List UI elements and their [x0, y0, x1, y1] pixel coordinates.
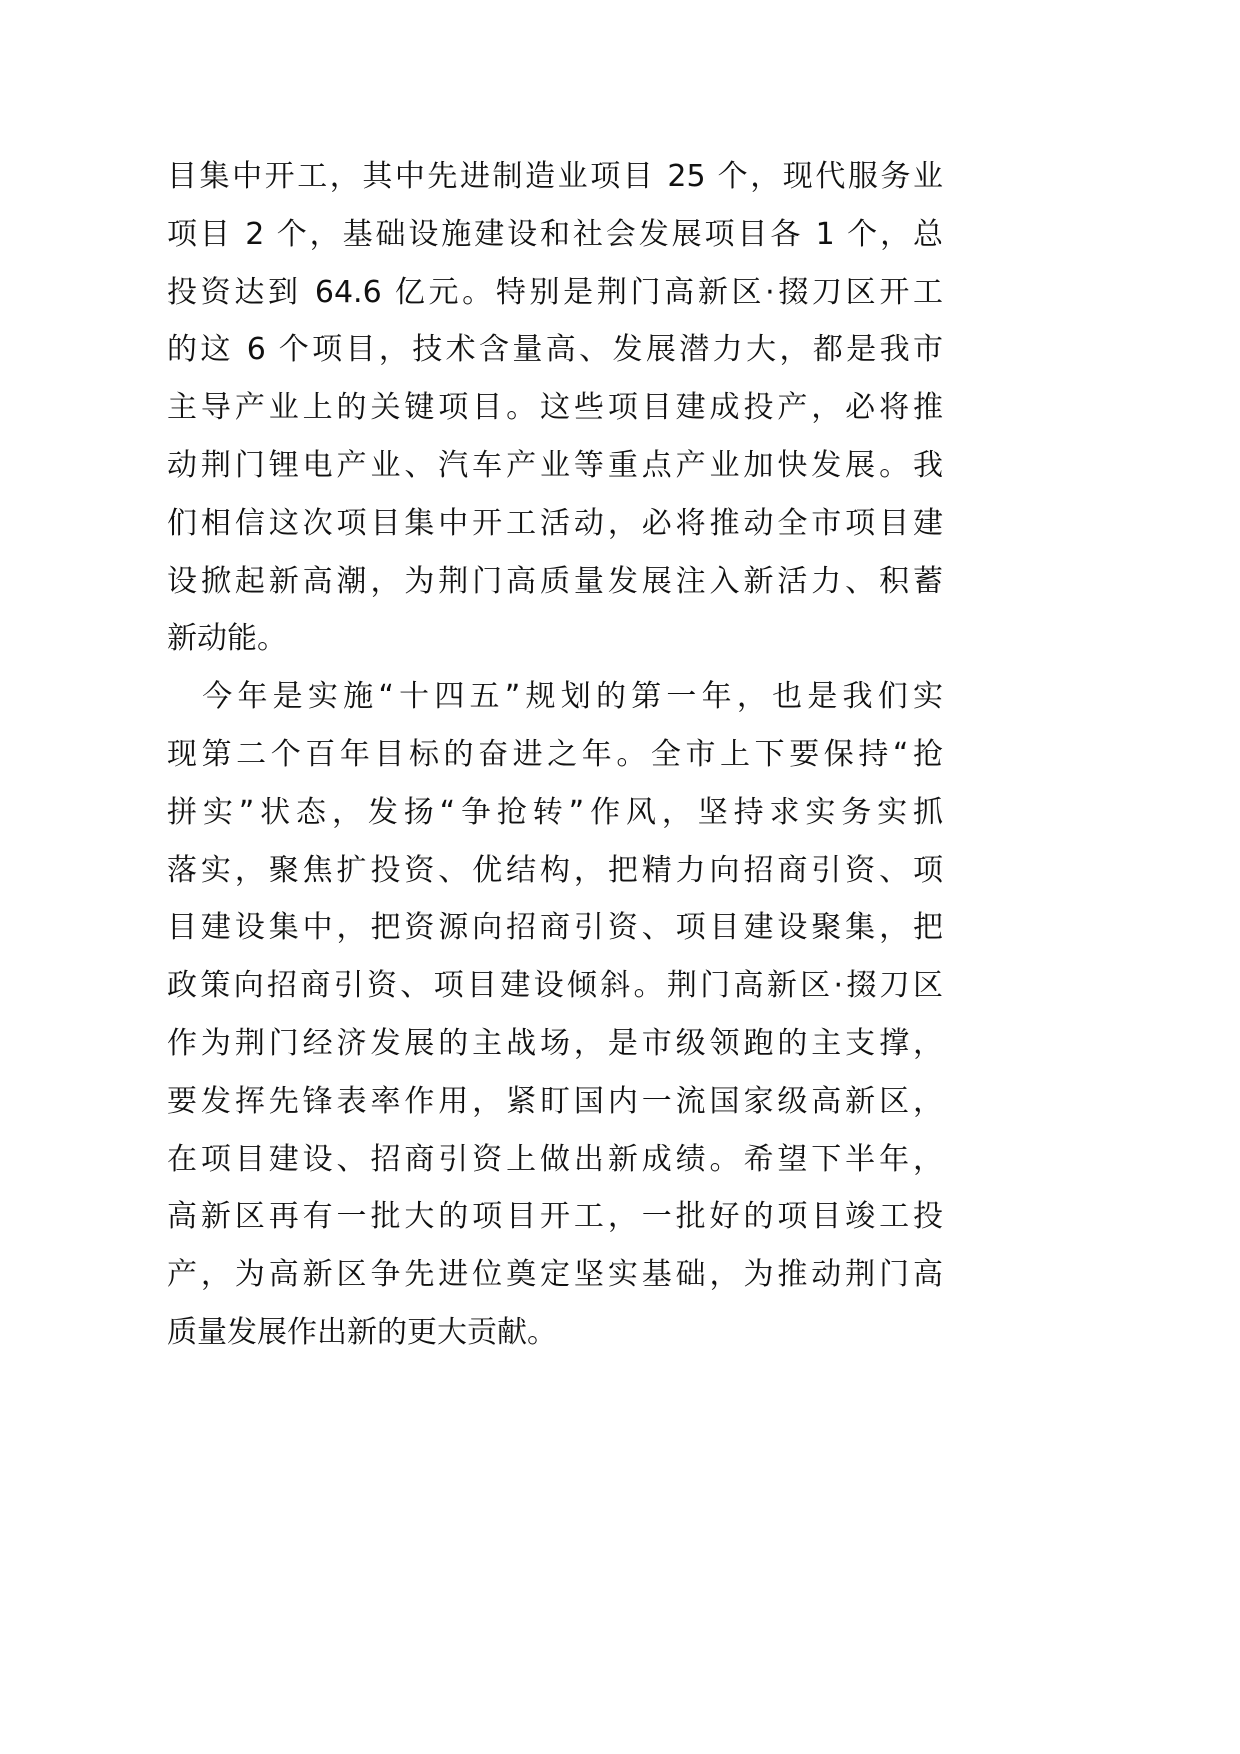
text-line: 目集中开工，其中先进制造业项目 25 个，现代服务业 [167, 159, 943, 194]
text-line: 今年是实施“十四五”规划的第一年，也是我们实 [167, 679, 943, 715]
text-line: 项目 2 个，基础设施建设和社会发展项目各 1 个，总 [167, 216, 943, 252]
text-line: 主导产业上的关键项目。这些项目建成投产，必将推 [167, 390, 943, 426]
text-line: 们相信这次项目集中开工活动，必将推动全市项目建 [167, 505, 943, 541]
text-line: 政策向招商引资、项目建设倾斜。荆门高新区·掇刀区 [167, 968, 943, 1004]
paragraph-1 [167, 148, 943, 668]
text-line: 要发挥先锋表率作用，紧盯国内一流国家级高新区， [167, 1083, 943, 1119]
text-line: 现第二个百年目标的奋进之年。全市上下要保持“抢 [167, 736, 943, 772]
text-line: 质量发展作出新的更大贡献。 [167, 1314, 557, 1350]
text-line: 动荆门锂电产业、汽车产业等重点产业加快发展。我 [167, 447, 943, 483]
text-line: 高新区再有一批大的项目开工，一批好的项目竣工投 [167, 1199, 943, 1235]
document-body [167, 148, 943, 1362]
paragraph-2 [167, 668, 943, 1362]
text-line: 目建设集中，把资源向招商引资、项目建设聚集，把 [167, 910, 943, 946]
text-line: 设掀起新高潮，为荆门高质量发展注入新活力、积蓄 [167, 563, 943, 599]
text-line: 产，为高新区争先进位奠定坚实基础，为推动荆门高 [167, 1257, 943, 1293]
text-line: 作为荆门经济发展的主战场，是市级领跑的主支撑， [167, 1025, 943, 1061]
text-line: 新动能。 [167, 621, 287, 657]
text-line: 落实，聚焦扩投资、优结构，把精力向招商引资、项 [167, 852, 943, 888]
text-line: 拼实”状态，发扬“争抢转”作风，坚持求实务实抓 [167, 794, 943, 830]
text-line: 投资达到 64.6 亿元。特别是荆门高新区·掇刀区开工 [167, 274, 943, 310]
text-line: 在项目建设、招商引资上做出新成绩。希望下半年， [167, 1141, 943, 1177]
text-line: 的这 6 个项目，技术含量高、发展潜力大，都是我市 [167, 332, 943, 368]
